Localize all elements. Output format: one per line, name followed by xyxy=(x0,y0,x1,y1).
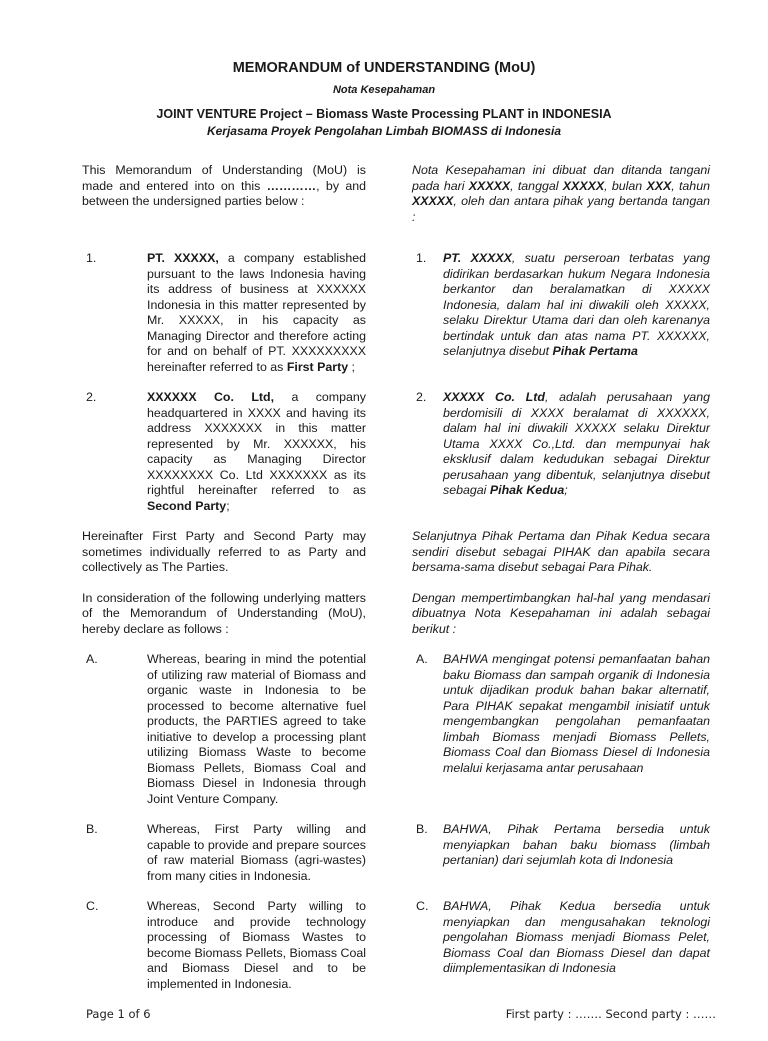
english-paragraph xyxy=(82,591,366,638)
paragraph-text xyxy=(412,163,710,225)
text-segment: Dengan mempertimbangkan hal-hal yang mendasari dibuatnya Nota Kesepahaman ini adalah sebagai berikut : xyxy=(412,590,710,636)
document-body xyxy=(82,163,710,992)
paragraph-row xyxy=(82,390,710,514)
indonesian-paragraph xyxy=(412,652,710,807)
english-paragraph xyxy=(82,652,366,807)
list-marker: B. xyxy=(86,822,98,836)
paragraph-row xyxy=(82,163,710,225)
list-marker: A. xyxy=(86,652,98,666)
text-segment: Selanjutnya Pihak Pertama dan Pihak Kedua secara sendiri disebut sebagai PIHAK dan apabila secara bersama-sama disebut sebagai Para Pihak. xyxy=(412,529,710,574)
signoff-line: First party : ……. Second party : …… xyxy=(505,1007,716,1021)
text-segment: , oleh dan antara pihak yang bertanda tangan : xyxy=(412,194,710,224)
list-marker: B. xyxy=(416,822,428,836)
paragraph-text xyxy=(412,529,710,576)
text-segment: Whereas, Second Party willing to introduce and provide technology processing of Biomass Wastes to become Biomass Pellets, Biomass Coal and Biomass Diesel and to be implemented in Indonesia. xyxy=(147,899,366,991)
paragraph-row xyxy=(82,652,710,807)
text-segment: Whereas, First Party willing and capable to provide and prepare sources of raw material Biomass (agri-wastes) from many cities in Indonesia. xyxy=(147,822,366,883)
text-segment: BAHWA, Pihak Pertama bersedia untuk menyiapkan bahan baku biomass (limbah pertanian) dari sejumlah kota di Indonesia xyxy=(443,822,710,867)
paragraph-text xyxy=(412,591,710,638)
bold-text: XXXXX Co. Ltd xyxy=(443,390,545,404)
bold-text: XXXXX xyxy=(412,194,454,208)
english-paragraph xyxy=(82,899,366,992)
english-paragraph xyxy=(82,390,366,514)
text-segment: ; xyxy=(564,483,568,497)
paragraph-text xyxy=(82,591,366,638)
paragraph-row xyxy=(82,529,710,576)
text-segment: , tanggal xyxy=(510,178,563,193)
english-paragraph xyxy=(82,251,366,375)
bold-text: Pihak Kedua xyxy=(489,483,565,497)
text-segment: BAHWA, Pihak Kedua bersedia untuk menyiapkan dan mengusahakan teknologi pengolahan Biomass menjadi Biomass Pelet, Biomass Coal dan Biomass Diesel dan dapat diimplementasikan di Indonesia xyxy=(443,899,710,975)
text-segment: This Memorandum of Understanding (MoU) is made and entered into on this xyxy=(82,163,366,193)
list-marker: 1. xyxy=(86,251,97,265)
paragraph-text xyxy=(147,251,366,375)
text-segment: a company established pursuant to the laws Indonesia having its address of business at XXXXXX Indonesia in this matter represented by Mr. XXXXX, in his capacity as Managing Director and therefore acting for and on behalf of PT. XXXXXXXXX hereinafter referred to as xyxy=(147,251,367,374)
paragraph-text xyxy=(147,899,366,992)
paragraph-text xyxy=(443,899,710,977)
english-paragraph xyxy=(82,163,366,225)
bold-text: PT. XXXXX xyxy=(443,251,512,265)
paragraph-text xyxy=(443,822,710,869)
list-marker: 1. xyxy=(416,251,427,265)
paragraph-row xyxy=(82,899,710,992)
list-marker: C. xyxy=(416,899,429,913)
list-marker: C. xyxy=(86,899,99,913)
paragraph-text xyxy=(443,390,710,499)
bold-text: XXXXX xyxy=(468,178,511,193)
text-segment: ; xyxy=(348,359,355,374)
english-paragraph xyxy=(82,529,366,576)
english-paragraph xyxy=(82,822,366,884)
bold-text: XXXXX xyxy=(562,178,605,193)
bold-text: PT. XXXXX, xyxy=(147,251,219,265)
text-segment: Hereinafter First Party and Second Party may sometimes individually referred to as Party and collectively as The Parties. xyxy=(82,529,366,574)
paragraph-text xyxy=(147,652,366,807)
text-segment: , adalah perusahaan yang berdomisili di XXXX beralamat di XXXXXX, dalam hal ini diwakili XXXXX selaku Direktur Utama XXXX Co.,Ltd. dan mempunyai hak eksklusif dalam kedudukan sebagai Direktur perusahaan yang dibentuk, selanjutnya disebut sebagai xyxy=(443,390,710,497)
text-segment: , bulan xyxy=(604,178,647,193)
document-subtitle: JOINT VENTURE Project – Biomass Waste Processing PLANT in INDONESIA xyxy=(156,107,612,121)
text-segment: Nota Kesepahaman ini dibuat dan ditanda tangani pada hari xyxy=(412,163,710,193)
list-marker: 2. xyxy=(86,390,97,404)
text-segment: Whereas, bearing in mind the potential of utilizing raw material of Biomass and organic waste in Indonesia to be processed to become alternative fuel products, the PARTIES agreed to take initiative to develop a processing plant utilizing Biomass Waste to become Biomass Pellets, Biomass Coal and Biomass Diesel in Indonesia through Joint Venture Company. xyxy=(147,652,366,806)
document-title-indonesian: Nota Kesepahaman xyxy=(332,84,436,96)
bold-text: ………… xyxy=(266,178,317,193)
bold-text: XXX xyxy=(646,178,672,193)
paragraph-text xyxy=(82,163,366,210)
indonesian-paragraph xyxy=(412,822,710,884)
document-subtitle-indonesian: Kerjasama Proyek Pengolahan Limbah BIOMASS di Indonesia xyxy=(206,124,562,138)
indonesian-paragraph xyxy=(412,529,710,576)
bold-text: Pihak Pertama xyxy=(552,344,638,358)
text-segment: , by and between the undersigned parties below : xyxy=(82,178,366,208)
text-segment: a company headquartered in XXXX and having its address XXXXXXX in this matter represented by Mr. XXXXXX, his capacity as Managing Director XXXXXXXX Co. Ltd XXXXXXX as its rightful hereinafter referred to as xyxy=(147,390,366,497)
text-segment: In consideration of the following underlying matters of the Memorandum of Understanding (MoU), hereby declare as follows : xyxy=(82,590,366,636)
text-segment: , suatu perseroan terbatas yang didirikan berdasarkan hukum Negara Indonesia berkantor dan beralamatkan di XXXXX Indonesia, dalam hal ini diwakili oleh XXXXX, selaku Direktur Utama dari dan oleh karenanya bertindak untuk dan atas nama PT. XXXXXX, selanjutnya disebut xyxy=(443,251,710,358)
page-footer xyxy=(86,1007,716,1021)
paragraph-text xyxy=(82,529,366,576)
bold-text: First Party xyxy=(286,359,349,374)
paragraph-row xyxy=(82,591,710,638)
paragraph-text xyxy=(443,251,710,360)
indonesian-paragraph xyxy=(412,251,710,375)
indonesian-paragraph xyxy=(412,163,710,225)
bold-text: XXXXXX Co. Ltd, xyxy=(147,390,275,404)
paragraph-text xyxy=(443,652,710,776)
text-segment: BAHWA mengingat potensi pemanfaatan bahan baku Biomass dan sampah organik di Indonesia untuk dijadikan produk bahan bakar alternatif, Para PIHAK sepakat mengambil inisiatif untuk mengembangkan pengolahan pemanfaatan limbah Biomass menjadi Biomass Pellets, Biomass Coal dan Biomass Diesel di Indonesia melalui kerjasama antar perusahaan xyxy=(443,652,710,775)
paragraph-text xyxy=(147,390,366,514)
list-marker: 2. xyxy=(416,390,427,404)
list-marker: A. xyxy=(416,652,428,666)
indonesian-paragraph xyxy=(412,899,710,992)
page-number: Page 1 of 6 xyxy=(86,1007,151,1021)
indonesian-paragraph xyxy=(412,591,710,638)
paragraph-row xyxy=(82,251,710,375)
document-title: MEMORANDUM of UNDERSTANDING (MoU) xyxy=(232,60,536,76)
paragraph-row xyxy=(82,822,710,884)
text-segment: ; xyxy=(226,498,230,513)
text-segment: , tahun xyxy=(671,178,710,193)
bold-text: Second Party xyxy=(147,498,227,513)
paragraph-text xyxy=(147,822,366,884)
indonesian-paragraph xyxy=(412,390,710,514)
